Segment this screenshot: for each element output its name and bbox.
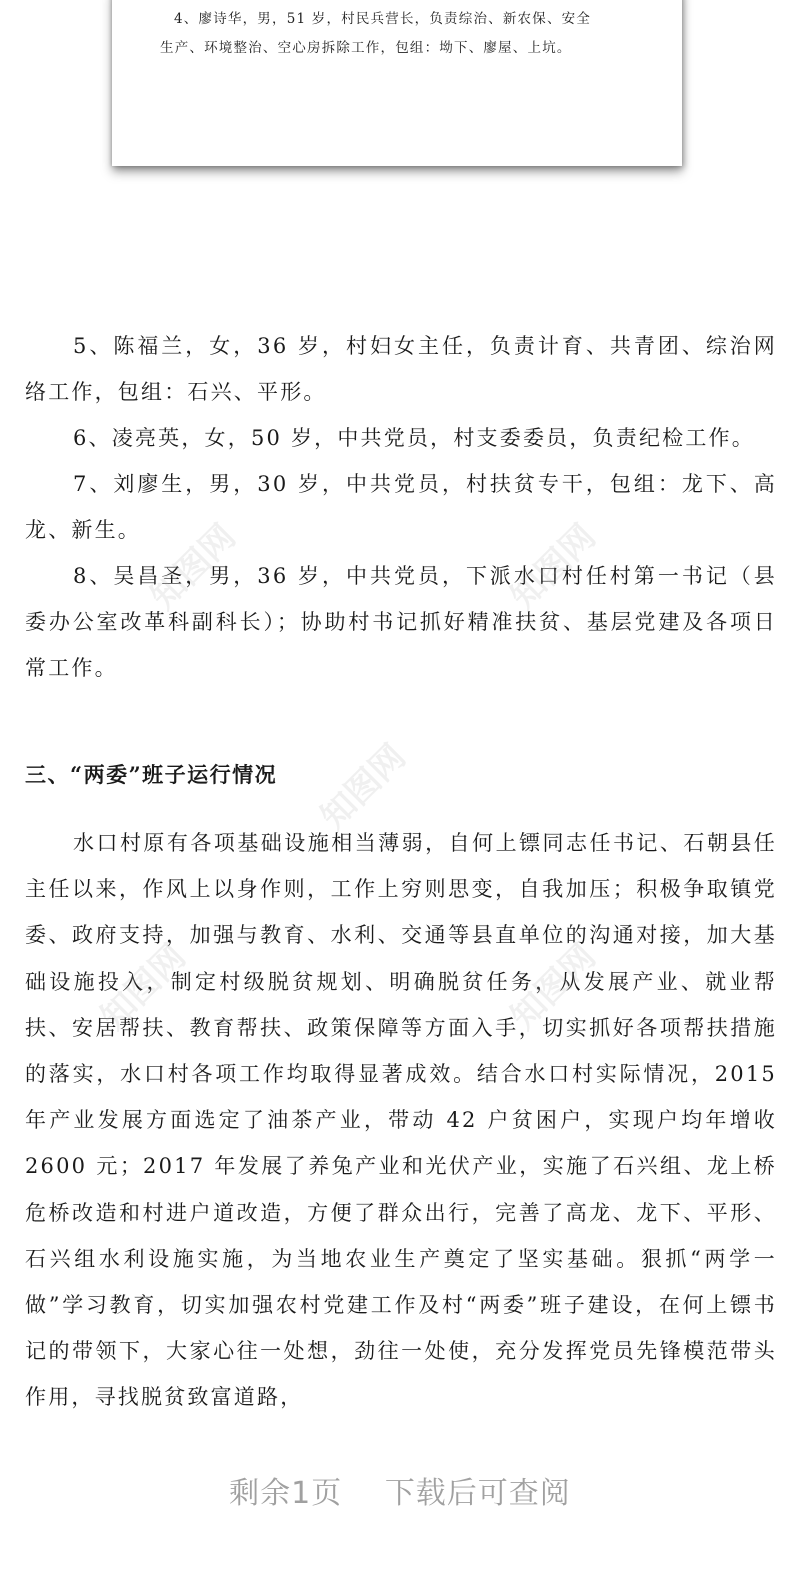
watermark: 知图网	[143, 516, 244, 618]
watermark: 知图网	[93, 936, 194, 1038]
section-heading: 三、“两委”班子运行情况	[25, 762, 278, 787]
member-item: 8、吴昌圣，男，36 岁，中共党员，下派水口村任村第一书记（县委办公室改革科副科长）；协助村书记抓好精准扶贫、基层党建及各项日常工作。	[25, 564, 777, 680]
member-item: 7、刘廖生，男，30 岁，中共党员，村扶贫专干，包组：龙下、高龙、新生。	[25, 472, 777, 542]
section-body	[25, 820, 777, 1421]
watermark: 知图网	[313, 736, 414, 838]
download-prompt[interactable]	[0, 1468, 800, 1512]
preview-line: 4、廖诗华，男，51 岁，村民兵营长，负责综治、新农保、安全	[174, 11, 592, 27]
member-item: 5、陈福兰，女，36 岁，村妇女主任，负责计育、共青团、综治网络工作，包组：石兴、平形。	[25, 334, 777, 404]
watermark: 知图网	[503, 516, 604, 618]
member-item: 6、凌亮英，女，50 岁，中共党员，村支委委员，负责纪检工作。	[73, 426, 755, 450]
download-to-view-label[interactable]: 下载后可查阅	[384, 1476, 571, 1511]
preview-line: 生产、环境整治、空心房拆除工作，包组：坳下、廖屋、上坑。	[160, 40, 572, 56]
section-paragraph: 水口村原有各项基础设施相当薄弱，自何上镖同志任书记、石朝县任主任以来，作风上以身作则，工作上穷则思变，自我加压；积极争取镇党委、政府支持，加强与教育、水利、交通等县直单位的沟通对接，加大基础设施投入，制定村级脱贫规划、明确脱贫任务，从发展产业、就业帮扶、安居帮扶、教育帮扶、政策保障等方面入手，切实抓好各项帮扶措施的落实，水口村各项工作均取得显著成效。结合水口村实际情况，2015 年产业发展方面选定了油茶产业，带动 42 户贫困户，实现户均年增收 2600 元；2017 年发展了养兔产业和光伏产业，实施了石兴组、龙上桥危桥改造和村进户道改造，方便了群众出行，完善了高龙、龙下、平形、石兴组水利设施实施，为当地农业生产奠定了坚实基础。狠抓“两学一做”学习教育，切实加强农村党建工作及村“两委”班子建设，在何上镖书记的带领下，大家心往一处想，劲往一处使，充分发挥党员先锋模范带头作用，寻找脱贫致富道路，	[25, 831, 777, 1410]
watermark: 知图网	[503, 936, 604, 1038]
document-preview-card	[112, 0, 682, 166]
remaining-pages-label: 剩余1页	[229, 1476, 343, 1511]
member-list	[25, 323, 777, 691]
